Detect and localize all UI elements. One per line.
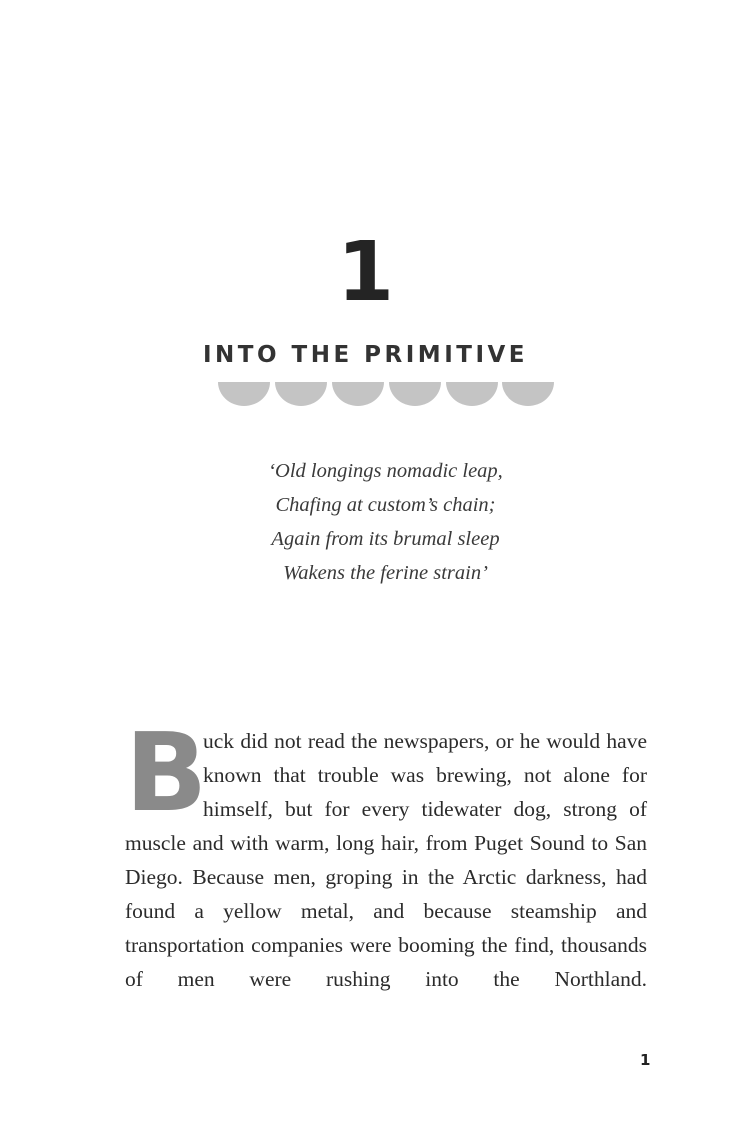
epigraph-line: ‘Old longings nomadic leap, [268, 460, 503, 482]
scallop-shape [502, 382, 554, 406]
epigraph-line: Wakens the ferine strain’ [283, 562, 488, 584]
scallop-shape [218, 382, 270, 406]
page-number: 1 [640, 1051, 651, 1069]
epigraph [0, 454, 731, 590]
scallop-shape [389, 382, 441, 406]
body-text: uck did not read the newspapers, or he would have known that trouble was brewing, not alone for himself, but for every tidewater dog, strong of muscle and with warm, long hair, from Puget Sound to San Diego. Because men, groping in the Arctic darkness, had found a yellow metal, and because steamship and transportation companies were booming the find, thousands of men were rushing into the Northland. [125, 729, 647, 991]
epigraph-line: Chafing at custom’s chain; [275, 494, 496, 516]
scallop-shape [332, 382, 384, 406]
scallop-shape [275, 382, 327, 406]
chapter-title: INTO THE PRIMITIVE [202, 342, 529, 368]
scallop-shape [446, 382, 498, 406]
drop-cap: B [125, 711, 208, 836]
chapter-number: 1 [336, 225, 395, 320]
scallop-divider [218, 382, 558, 408]
epigraph-line: Again from its brumal sleep [271, 528, 500, 550]
body-paragraph [125, 711, 647, 996]
